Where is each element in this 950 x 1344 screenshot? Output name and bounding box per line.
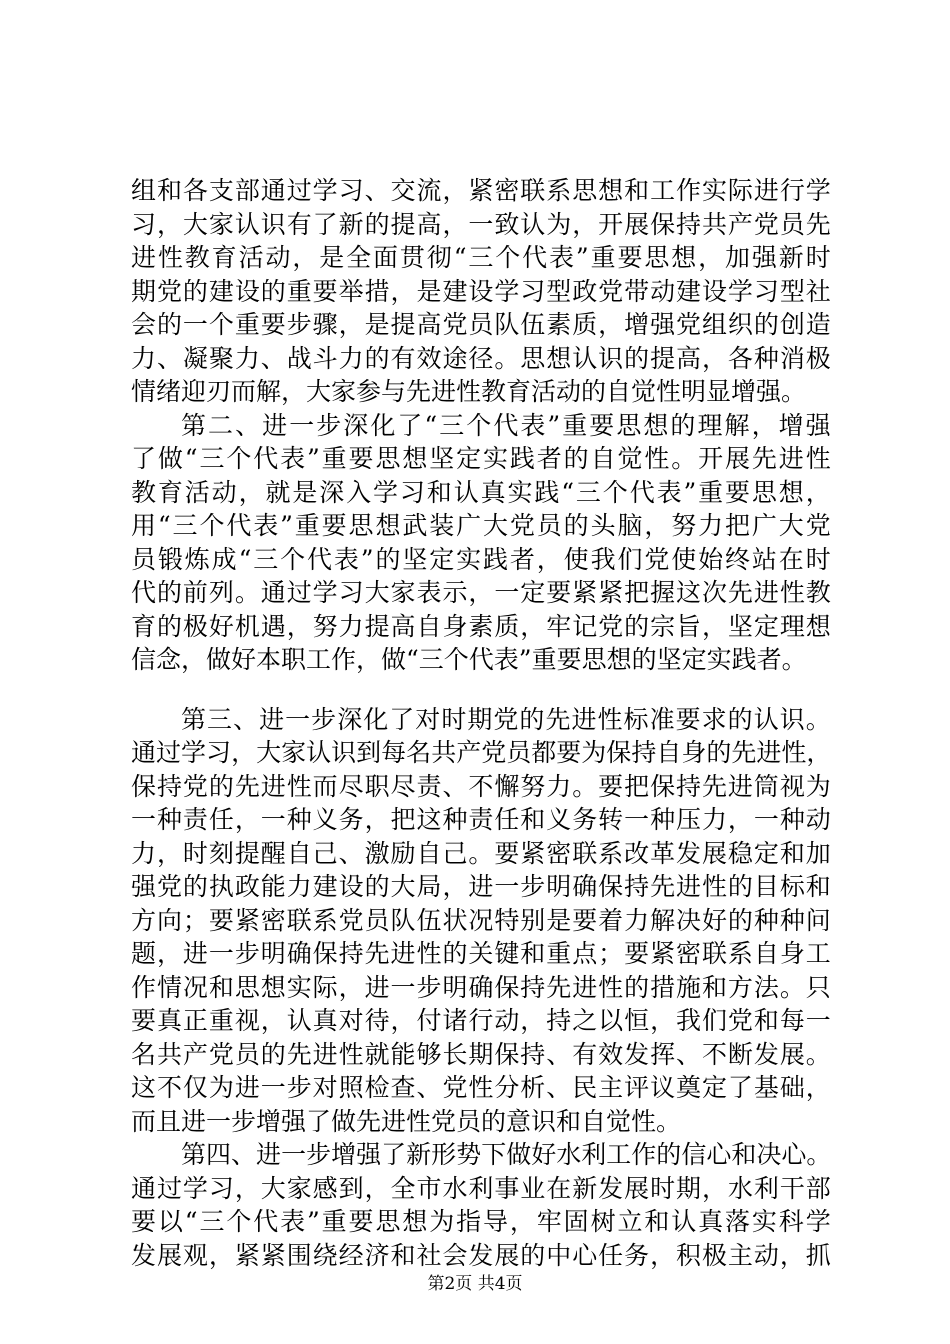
text-line: 员 锻 炼 成 “ 三 个 代 表 ” 的 坚 定 实 践 者 ， 使 我 们 党 使 始 终 站 在 时 [131, 544, 831, 574]
text-line: 保 持 党 的 先 进 性 而 尽 职 尽 责 、 不 懈 努 力 。 要 把 保 持 先 进 筒 视 为 [131, 771, 831, 801]
text-line: 信念，做好本职工作，做“三个代表”重要思想的坚定实践者。 [131, 645, 807, 674]
paragraph-3 [131, 703, 831, 1139]
text-line: 力 、 凝 聚 力 、 战 斗 力 的 有 效 途 径 。 思 想 认 识 的 提 高 ， 各 种 消 极 [131, 343, 831, 373]
text-line: 用 “ 三 个 代 表 ” 重 要 思 想 武 装 广 大 党 员 的 头 脑 ， 努 力 把 广 大 党 [131, 511, 831, 540]
text-line: 第 二 、 进 一 步 深 化 了 “ 三 个 代 表 ” 重 要 思 想 的 理 解 ， 增 强 [181, 410, 831, 440]
text-line: 组 和 各 支 部 通 过 学 习 、 交 流 ， 紧 密 联 系 思 想 和 工 作 实 际 进 行 学 [131, 176, 831, 205]
text-line: 第 三 、 进 一 步 深 化 了 对 时 期 党 的 先 进 性 标 准 要 求 的 认 识 。 [181, 704, 831, 734]
text-line: 期 党 的 建 设 的 重 要 举 措 ， 是 建 设 学 习 型 政 党 带 动 建 设 学 习 型 社 [131, 276, 831, 306]
document-body [131, 174, 831, 1272]
text-line: 代 的 前 列 。 通 过 学 习 大 家 表 示 ， 一 定 要 紧 紧 把 握 这 次 先 进 性 教 [131, 578, 831, 607]
text-line: 方 向 ； 要 紧 密 联 系 党 员 队 伍 状 况 特 别 是 要 着 力 解 决 好 的 种 种 问 [131, 905, 831, 935]
text-line: 通 过 学 习 ， 大 家 感 到 ， 全 市 水 利 事 业 在 新 发 展 时 期 ， 水 利 干 部 [131, 1173, 831, 1203]
text-line: 通 过 学 习 ， 大 家 认 识 到 每 名 共 产 党 员 都 要 为 保 持 自 身 的 先 进 性 ， [131, 738, 832, 767]
text-line: 了 做 “ 三 个 代 表 ” 重 要 思 想 坚 定 实 践 者 的 自 觉 性 。 开 展 先 进 性 [131, 444, 831, 473]
text-line: 第 四 、 进 一 步 增 强 了 新 形 势 下 做 好 水 利 工 作 的 信 心 和 决 心 。 [181, 1140, 832, 1169]
text-line: 进 性 教 育 活 动 ， 是 全 面 贯 彻 “ 三 个 代 表 ” 重 要 思 想 ， 加 强 新 时 [131, 243, 831, 272]
text-line: 要 以 “ 三 个 代 表 ” 重 要 思 想 为 指 导 ， 牢 固 树 立 和 认 真 落 实 科 学 [131, 1207, 831, 1236]
text-line: 题 ， 进 一 步 明 确 保 持 先 进 性 的 关 键 和 重 点 ； 要 紧 密 联 系 自 身 工 [131, 939, 831, 968]
text-line: 而且进一步增强了做先进性党员的意识和自觉性。 [131, 1106, 682, 1136]
paragraph-1 [131, 174, 831, 409]
text-line: 这 不 仅 为 进 一 步 对 照 检 查 、 党 性 分 析 、 民 主 评 议 奠 定 了 基 础 ， [131, 1073, 831, 1102]
text-line: 名 共 产 党 员 的 先 进 性 就 能 够 长 期 保 持 、 有 效 发 挥 、 不 断 发 展 。 [131, 1039, 831, 1069]
text-line: 力 ， 时 刻 提 醒 自 己 、 激 励 自 己 。 要 紧 密 联 系 改 革 发 展 稳 定 和 加 [131, 838, 831, 868]
text-line: 教 育 活 动 ， 就 是 深 入 学 习 和 认 真 实 践 “ 三 个 代 表 ” 重 要 思 想 ， [131, 477, 831, 507]
text-line: 习 ， 大 家 认 识 有 了 新 的 提 高 ， 一 致 认 为 ， 开 展 保 持 共 产 党 员 先 [131, 209, 831, 239]
text-line: 会 的 一 个 重 要 步 骤 ， 是 提 高 党 员 队 伍 素 质 ， 增 强 党 组 织 的 创 造 [131, 310, 831, 339]
text-line: 强 党 的 执 政 能 力 建 设 的 大 局 ， 进 一 步 明 确 保 持 先 进 性 的 目 标 和 [131, 872, 831, 901]
text-line: 育 的 极 好 机 遇 ， 努 力 提 高 自 身 素 质 ， 牢 记 党 的 宗 旨 ， 坚 定 理 想 [131, 611, 831, 641]
paragraph-gap [131, 677, 831, 703]
text-line: 作 情 况 和 思 想 实 际 ， 进 一 步 明 确 保 持 先 进 性 的 措 施 和 方 法 。 只 [131, 972, 831, 1002]
text-line: 要 真 正 重 视 ， 认 真 对 待 ， 付 诸 行 动 ， 持 之 以 恒 ， 我 们 党 和 每 一 [131, 1006, 831, 1035]
page-footer: 第2页 共4页 [427, 1274, 523, 1294]
paragraph-4 [131, 1138, 831, 1272]
text-line: 一 种 责 任 ， 一 种 义 务 ， 把 这 种 责 任 和 义 务 转 一 种 压 力 ， 一 种 动 [131, 805, 831, 834]
text-line: 情绪迎刃而解，大家参与先进性教育活动的自觉性明显增强。 [131, 377, 807, 406]
text-line: 发 展 观 ， 紧 紧 围 绕 经 济 和 社 会 发 展 的 中 心 任 务 ， 积 极 主 动 ， 抓 [131, 1240, 831, 1270]
paragraph-2 [131, 409, 831, 677]
